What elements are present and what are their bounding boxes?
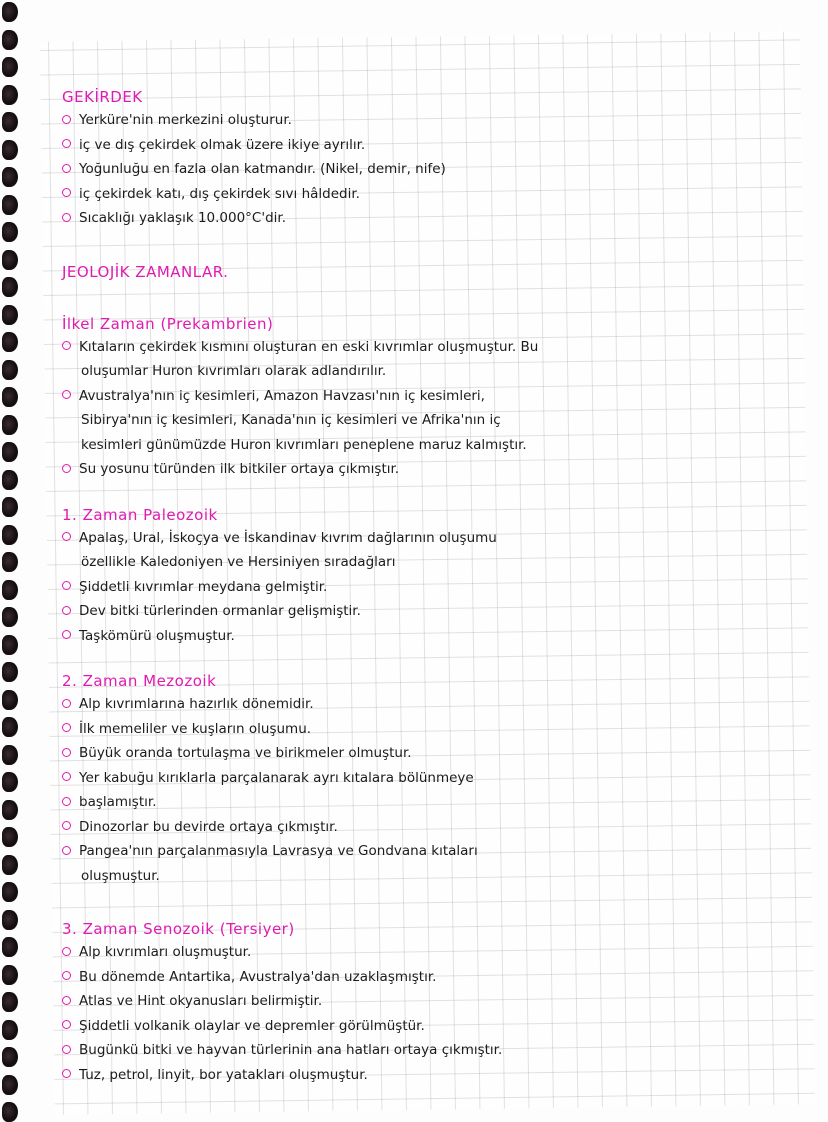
- spiral-ring: [2, 910, 18, 930]
- note-line: [62, 457, 802, 482]
- note-line: [62, 717, 802, 742]
- note-text: kesimleri günümüzde Huron kıvrımları peneplene maruz kalmıştır.: [81, 436, 527, 453]
- note-text: İlk memeliler ve kuşların oluşumu.: [79, 720, 312, 737]
- spiral-ring: [2, 415, 18, 435]
- spiral-ring: [2, 442, 18, 462]
- note-line: [62, 989, 802, 1014]
- spiral-ring: [2, 580, 18, 600]
- note-line: [62, 182, 802, 207]
- note-line: [62, 433, 802, 458]
- spiral-ring: [2, 772, 18, 792]
- note-text: Bugünkü bitki ve hayvan türlerinin ana hatları ortaya çıkmıştır.: [79, 1042, 503, 1058]
- note-line: [62, 408, 802, 433]
- spiral-ring: [2, 305, 18, 325]
- note-text: Sıcaklığı yaklaşık 10.000°C'dir.: [79, 210, 286, 226]
- note-text: Apalaş, Ural, İskoçya ve İskandinav kıvrım dağlarının oluşumu: [79, 529, 497, 546]
- bullet-circle-icon: [62, 390, 71, 399]
- section-title: 1. Zaman Paleozoik: [62, 505, 218, 524]
- bullet-circle-icon: [62, 188, 71, 197]
- spiral-ring: [2, 57, 18, 77]
- note-text: iç ve dış çekirdek olmak üzere ikiye ayrılır.: [79, 136, 366, 153]
- spiral-ring: [2, 965, 18, 985]
- spiral-ring: [2, 250, 18, 270]
- note-line: [62, 133, 802, 158]
- bullet-circle-icon: [62, 797, 71, 806]
- note-line: [62, 766, 802, 791]
- spiral-ring: [2, 992, 18, 1012]
- note-text: Tuz, petrol, linyit, bor yatakları oluşmuştur.: [79, 1066, 368, 1083]
- spiral-ring: [2, 2, 18, 22]
- spiral-ring: [2, 882, 18, 902]
- bullet-circle-icon: [62, 606, 71, 615]
- note-text: Bu dönemde Antartika, Avustralya'dan uzaklaşmıştır.: [79, 968, 437, 985]
- spiral-ring: [2, 717, 18, 737]
- spiral-ring: [2, 85, 18, 105]
- bullet-circle-icon: [62, 699, 71, 708]
- note-text: Yer kabuğu kırıklarla parçalanarak ayrı kıtalara bölünmeye: [79, 769, 474, 786]
- note-text: Su yosunu türünden ilk bitkiler ortaya çıkmıştır.: [79, 461, 400, 477]
- bullet-circle-icon: [62, 164, 71, 173]
- note-line: [62, 1038, 802, 1063]
- note-line: [62, 206, 802, 231]
- note-text: Pangea'nın parçalanmasıyla Lavrasya ve Gondvana kıtaları: [79, 843, 478, 859]
- spiral-ring: [2, 525, 18, 545]
- note-line: [62, 575, 802, 600]
- note-text: Büyük oranda tortulaşma ve birikmeler olmuştur.: [79, 745, 412, 761]
- spiral-ring: [2, 855, 18, 875]
- note-text: başlamıştır.: [79, 794, 157, 810]
- spiral-ring: [2, 387, 18, 407]
- bullet-circle-icon: [62, 581, 71, 590]
- section-mezozoik: [62, 670, 802, 888]
- spiral-ring: [2, 277, 18, 297]
- note-line: [62, 359, 802, 384]
- note-text: iç çekirdek katı, dış çekirdek sıvı hâldedir.: [79, 185, 360, 202]
- bullet-circle-icon: [62, 996, 71, 1005]
- note-text: Avustralya'nın iç kesimleri, Amazon Havzası'nın iç kesimleri,: [79, 387, 485, 404]
- spiral-ring: [2, 1075, 18, 1095]
- bullet-circle-icon: [62, 821, 71, 830]
- spiral-ring: [2, 360, 18, 380]
- spiral-ring: [2, 1047, 18, 1067]
- spiral-ring: [2, 607, 18, 627]
- spiral-ring: [2, 167, 18, 187]
- bullet-circle-icon: [62, 723, 71, 732]
- bullet-circle-icon: [62, 139, 71, 148]
- note-line: [62, 940, 802, 965]
- section-cekirdek: [62, 86, 802, 231]
- section-ilkel-zaman: [62, 313, 802, 482]
- spiral-ring: [2, 222, 18, 242]
- note-text: Yoğunluğu en fazla olan katmandır. (Nikel, demir, nife): [79, 161, 446, 177]
- note-text: Atlas ve Hint okyanusları belirmiştir.: [79, 993, 323, 1009]
- page-title: JEOLOJİK ZAMANLAR.: [62, 262, 229, 281]
- spiral-ring: [2, 635, 18, 655]
- spiral-ring: [2, 662, 18, 682]
- note-line: [62, 108, 802, 133]
- spiral-ring: [2, 332, 18, 352]
- bullet-circle-icon: [62, 532, 71, 541]
- note-text: Alp kıvrımlarına hazırlık dönemidir.: [79, 696, 314, 712]
- note-line: [62, 624, 802, 649]
- spiral-ring: [2, 30, 18, 50]
- bullet-circle-icon: [62, 341, 71, 350]
- bullet-circle-icon: [62, 630, 71, 639]
- section-senozoik: [62, 918, 802, 1087]
- bullet-circle-icon: [62, 1045, 71, 1054]
- note-line: [62, 839, 802, 864]
- spiral-ring: [2, 827, 18, 847]
- spiral-ring: [2, 552, 18, 572]
- note-line: [62, 384, 802, 409]
- bullet-circle-icon: [62, 971, 71, 980]
- note-text: Alp kıvrımları oluşmuştur.: [79, 944, 252, 960]
- spiral-ring: [2, 140, 18, 160]
- bullet-circle-icon: [62, 772, 71, 781]
- note-text: Sibirya'nın iç kesimleri, Kanada'nın iç kesimleri ve Afrika'nın iç: [81, 412, 501, 428]
- spiral-ring: [2, 937, 18, 957]
- note-text: Yerküre'nin merkezini oluşturur.: [79, 112, 292, 128]
- note-text: Dinozorlar bu devirde ortaya çıkmıştır.: [79, 818, 338, 835]
- note-text: Şiddetli volkanik olaylar ve depremler görülmüştür.: [79, 1017, 425, 1034]
- bullet-circle-icon: [62, 213, 71, 222]
- note-line: [62, 790, 802, 815]
- note-text: Taşkömürü oluşmuştur.: [79, 627, 235, 644]
- bullet-circle-icon: [62, 115, 71, 124]
- bullet-circle-icon: [62, 1020, 71, 1029]
- note-line: [62, 335, 802, 360]
- note-line: [62, 526, 802, 551]
- line-list: [62, 335, 802, 482]
- note-line: [62, 815, 802, 840]
- line-list: [62, 940, 802, 1087]
- bullet-circle-icon: [62, 846, 71, 855]
- spiral-ring: [2, 195, 18, 215]
- spiral-ring: [2, 1020, 18, 1040]
- spiral-binding: [0, 0, 22, 1115]
- note-line: [62, 864, 802, 889]
- note-text: Şiddetli kıvrımlar meydana gelmiştir.: [79, 578, 328, 595]
- note-line: [62, 965, 802, 990]
- note-text: Kıtaların çekirdek kısmını oluşturan en eski kıvrımlar oluşmuştur. Bu: [79, 338, 539, 355]
- bullet-circle-icon: [62, 464, 71, 473]
- bullet-circle-icon: [62, 748, 71, 757]
- note-line: [62, 1063, 802, 1088]
- note-line: [62, 599, 802, 624]
- note-text: oluşumlar Huron kıvrımları olarak adlandırılır.: [81, 363, 387, 379]
- section-title: 2. Zaman Mezozoik: [62, 672, 217, 690]
- section-title: İlkel Zaman (Prekambrien): [62, 314, 274, 333]
- note-line: [62, 741, 802, 766]
- note-text: oluşmuştur.: [81, 867, 160, 884]
- notebook-notes: [62, 86, 802, 1087]
- spiral-ring: [2, 497, 18, 517]
- bullet-circle-icon: [62, 947, 71, 956]
- section-title: 3. Zaman Senozoik (Tersiyer): [62, 920, 295, 938]
- spiral-ring: [2, 690, 18, 710]
- note-line: [62, 157, 802, 182]
- spiral-ring: [2, 112, 18, 132]
- note-line: [62, 550, 802, 575]
- spiral-ring: [2, 1102, 18, 1122]
- spiral-ring: [2, 470, 18, 490]
- spiral-ring: [2, 800, 18, 820]
- note-line: [62, 692, 802, 717]
- line-list: [62, 108, 802, 231]
- note-text: özellikle Kaledoniyen ve Hersiniyen sıradağları: [81, 554, 396, 570]
- line-list: [62, 526, 802, 649]
- section-paleozoik: [62, 504, 802, 649]
- line-list: [62, 692, 802, 888]
- note-line: [62, 1014, 802, 1039]
- section-title: GEKİRDEK: [62, 88, 143, 106]
- bullet-circle-icon: [62, 1069, 71, 1078]
- note-text: Dev bitki türlerinden ormanlar gelişmiştir.: [79, 603, 361, 619]
- spiral-ring: [2, 745, 18, 765]
